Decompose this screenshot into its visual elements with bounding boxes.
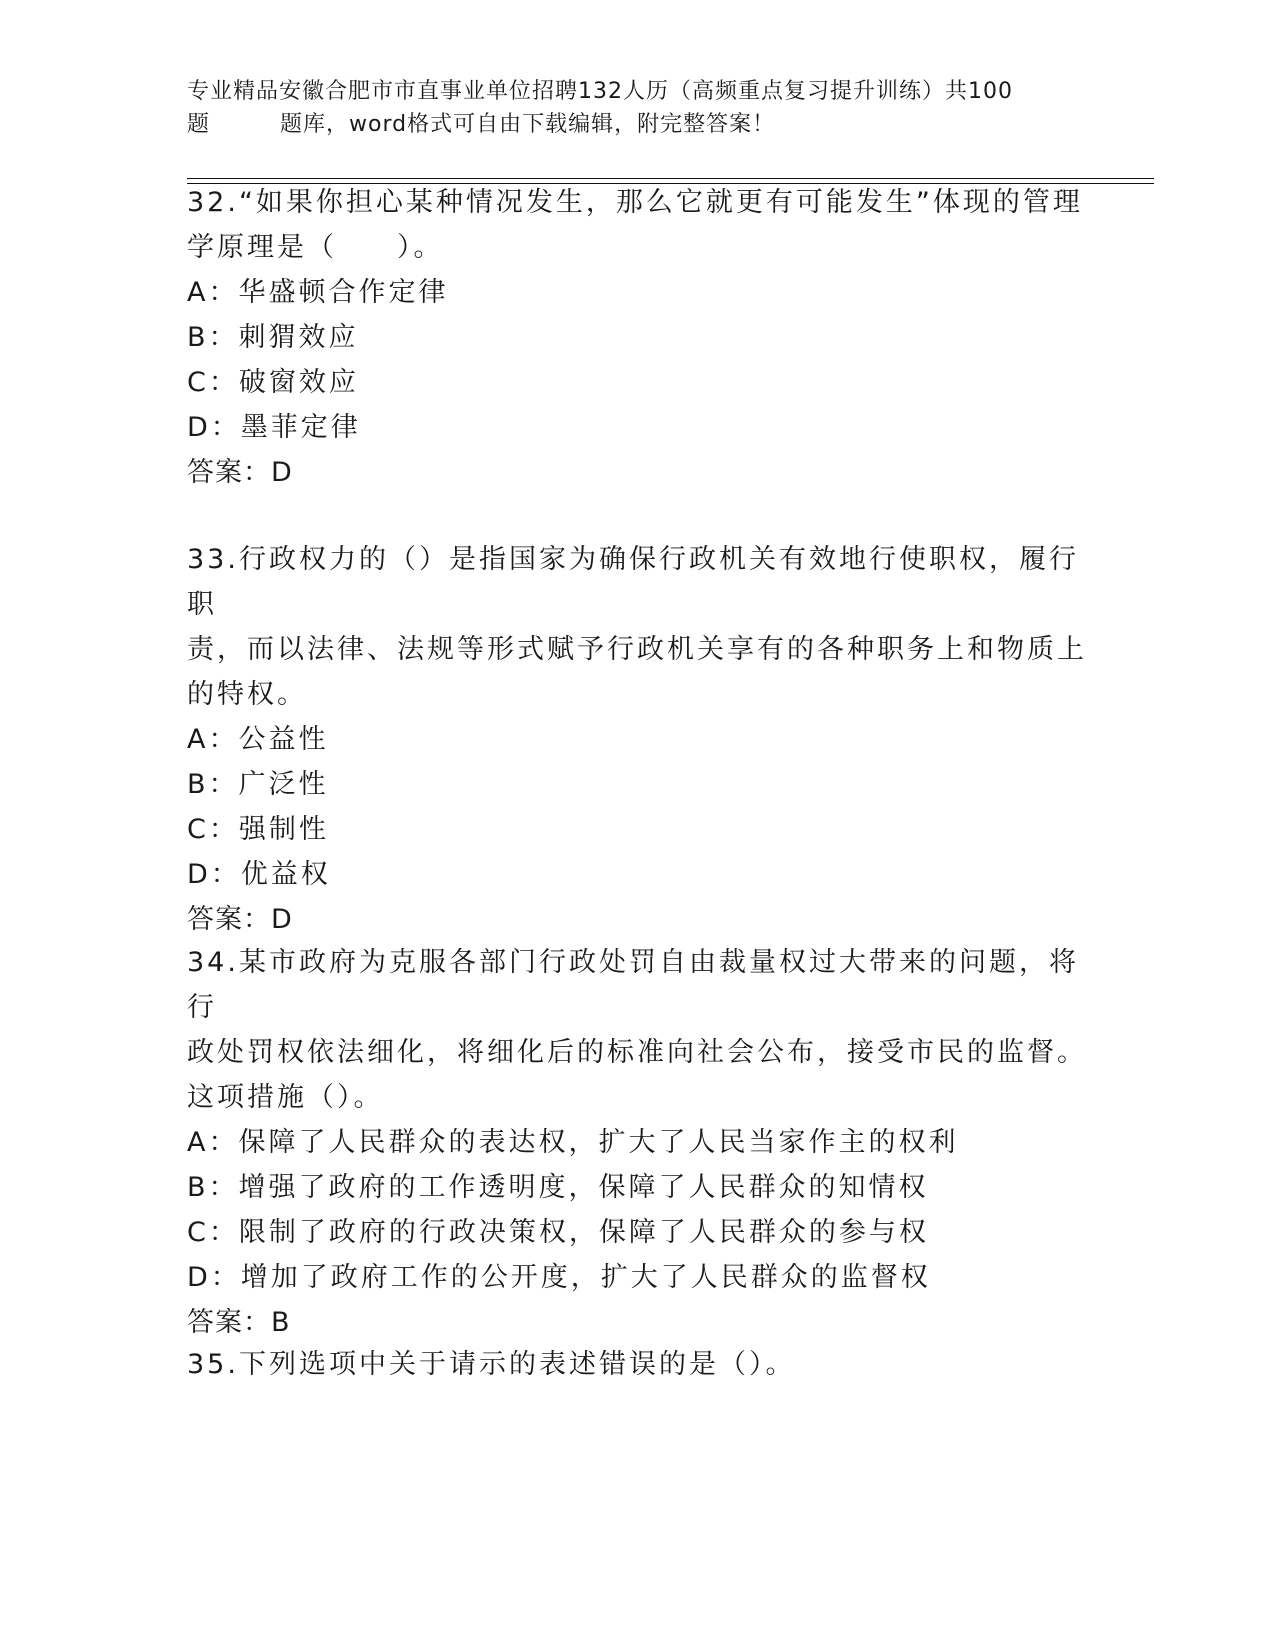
question-stem-line: 33.行政权力的（）是指国家为确保行政机关有效地行使职权，履行职 <box>187 544 1079 620</box>
option-a: A：保障了人民群众的表达权，扩大了人民当家作主的权利 <box>187 1127 959 1158</box>
header-line-2 <box>187 108 1087 141</box>
document-header <box>187 75 1087 141</box>
header-line-2-end: 题库，word格式可自由下载编辑，附完整答案！ <box>280 112 776 137</box>
question-stem-line: 政处罚权依法细化，将细化后的标准向社会公布，接受市民的监督。 <box>187 1037 1087 1068</box>
question-stem-line: 责，而以法律、法规等形式赋予行政机关享有的各种职务上和物质上 <box>187 634 1087 665</box>
question-stem-line: 34.某市政府为克服各部门行政处罚自由裁量权过大带来的问题，将行 <box>187 947 1079 1023</box>
answer-label: 答案：D <box>187 904 293 935</box>
option-c: C：破窗效应 <box>187 367 359 398</box>
question-stem-line: 学原理是（ ）。 <box>187 232 444 263</box>
question-stem-line: 这项措施（）。 <box>187 1082 384 1113</box>
answer-label: 答案：B <box>187 1307 291 1338</box>
header-line-1: 专业精品安徽合肥市市直事业单位招聘132人历（高频重点复习提升训练）共100 <box>187 79 1013 104</box>
option-c: C：强制性 <box>187 814 329 845</box>
header-divider-top <box>187 178 1154 179</box>
question-33 <box>187 537 1107 942</box>
option-b: B：增强了政府的工作透明度，保障了人民群众的知情权 <box>187 1172 929 1203</box>
option-c: C：限制了政府的行政决策权，保障了人民群众的参与权 <box>187 1217 929 1248</box>
option-a: A：华盛顿合作定律 <box>187 277 449 308</box>
question-stem-line: 的特权。 <box>187 679 307 710</box>
answer-label: 答案：D <box>187 457 293 488</box>
header-line-2-start: 题 <box>187 112 211 137</box>
option-b: B：广泛性 <box>187 769 329 800</box>
question-32 <box>187 180 1107 495</box>
option-d: D：优益权 <box>187 859 331 890</box>
option-d: D：墨菲定律 <box>187 412 361 443</box>
question-stem-line: 35.下列选项中关于请示的表述错误的是（）。 <box>187 1349 796 1380</box>
option-b: B：刺猬效应 <box>187 322 359 353</box>
option-d: D：增加了政府工作的公开度，扩大了人民群众的监督权 <box>187 1262 931 1293</box>
question-stem-line: 32.“如果你担心某种情况发生，那么它就更有可能发生”体现的管理 <box>187 187 1083 218</box>
option-a: A：公益性 <box>187 724 329 755</box>
question-35 <box>187 1342 1107 1387</box>
question-34 <box>187 940 1107 1345</box>
